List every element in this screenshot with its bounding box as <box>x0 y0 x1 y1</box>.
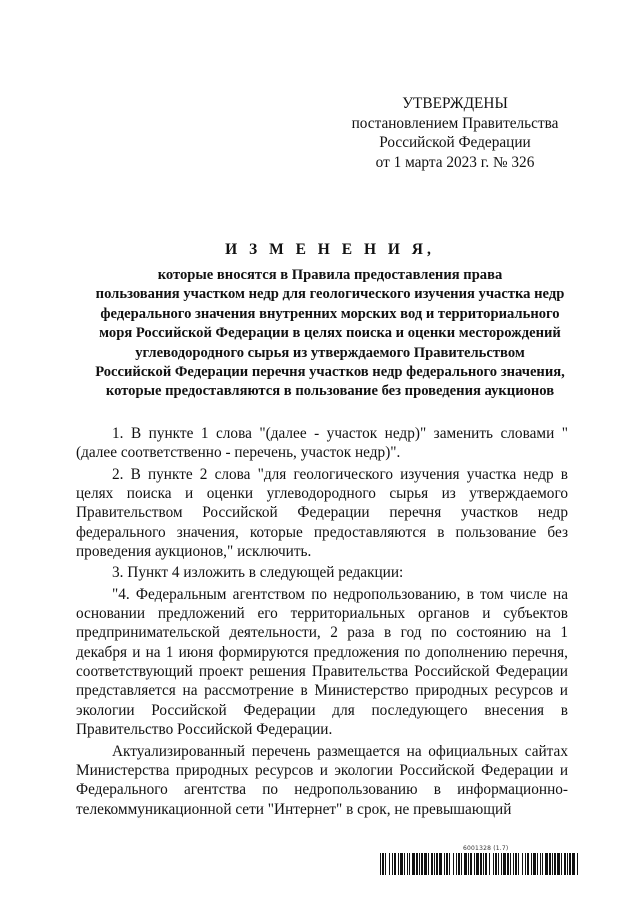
barcode-number: 6001328 (1.7) <box>463 845 509 852</box>
approval-word: УТВЕРЖДЕНЫ <box>402 95 508 112</box>
subtitle-line: которые предоставляются в пользование без проведения аукционов <box>105 383 555 400</box>
approval-line-3: от 1 марта 2023 г. № 326 <box>375 153 535 171</box>
subtitle-line: Российской Федерации перечня участков недр федерального значения, <box>95 364 565 381</box>
approval-stamp <box>330 94 580 172</box>
paragraph-item-2: 2. В пункте 2 слова "для геологического изучения участка недр в целях поиска и оценки углеводородного сырья из утверждаемого Правительством Российской Федерации перечня участков недр федерального значения, которые предоставляются в пользование без проведения аукционов," исключить. <box>76 465 568 561</box>
document-title <box>60 240 600 402</box>
subtitle-line: углеводородного сырья из утверждаемого Правительством <box>135 344 525 361</box>
subtitle-line: моря Российской Федерации в целях поиска и оценки месторождений <box>99 325 561 342</box>
barcode-icon <box>380 853 578 875</box>
paragraph-item-3: 3. Пункт 4 изложить в следующей редакции: <box>112 564 404 582</box>
title-heading: И З М Е Н Е Н И Я, <box>225 241 435 258</box>
paragraph-continuation: Актуализированный перечень размещается на официальных сайтах Министерства природных ресурсов и экологии Российской Федерации и Федерального агентства по недропользованию в информационно-телекоммуникационной сети "Интернет" в срок, не превышающий <box>76 742 568 818</box>
approval-line-1: постановлением Правительства <box>351 114 559 132</box>
subtitle-line: которые вносятся в Правила предоставления права <box>157 267 503 283</box>
document-body <box>76 424 568 819</box>
paragraph-item-1: 1. В пункте 1 слова "(далее - участок недр)" заменить словами "(далее соответственно - перечень, участок недр)". <box>76 425 568 462</box>
approval-line-2: Российской Федерации <box>379 134 531 151</box>
subtitle-line: федерального значения внутренних морских вод и территориального <box>100 305 560 322</box>
subtitle-line: пользования участком недр для геологического изучения участка недр <box>95 286 565 303</box>
paragraph-item-4-text: "4. Федеральным агентством по недропользованию, в том числе на основании предложений его территориальных органов и субъектов предпринимательской деятельности, 2 раза в год по состоянию на 1 декабря и на 1 июня формируются предложения по дополнению перечня, соответствующий проект решения Правительства Российской Федерации представляется на рассмотрение в Министерство природных ресурсов и экологии Российской Федерации для последующего внесения в Правительство Российской Федерации. <box>76 585 568 739</box>
title-subtitle <box>60 266 600 402</box>
